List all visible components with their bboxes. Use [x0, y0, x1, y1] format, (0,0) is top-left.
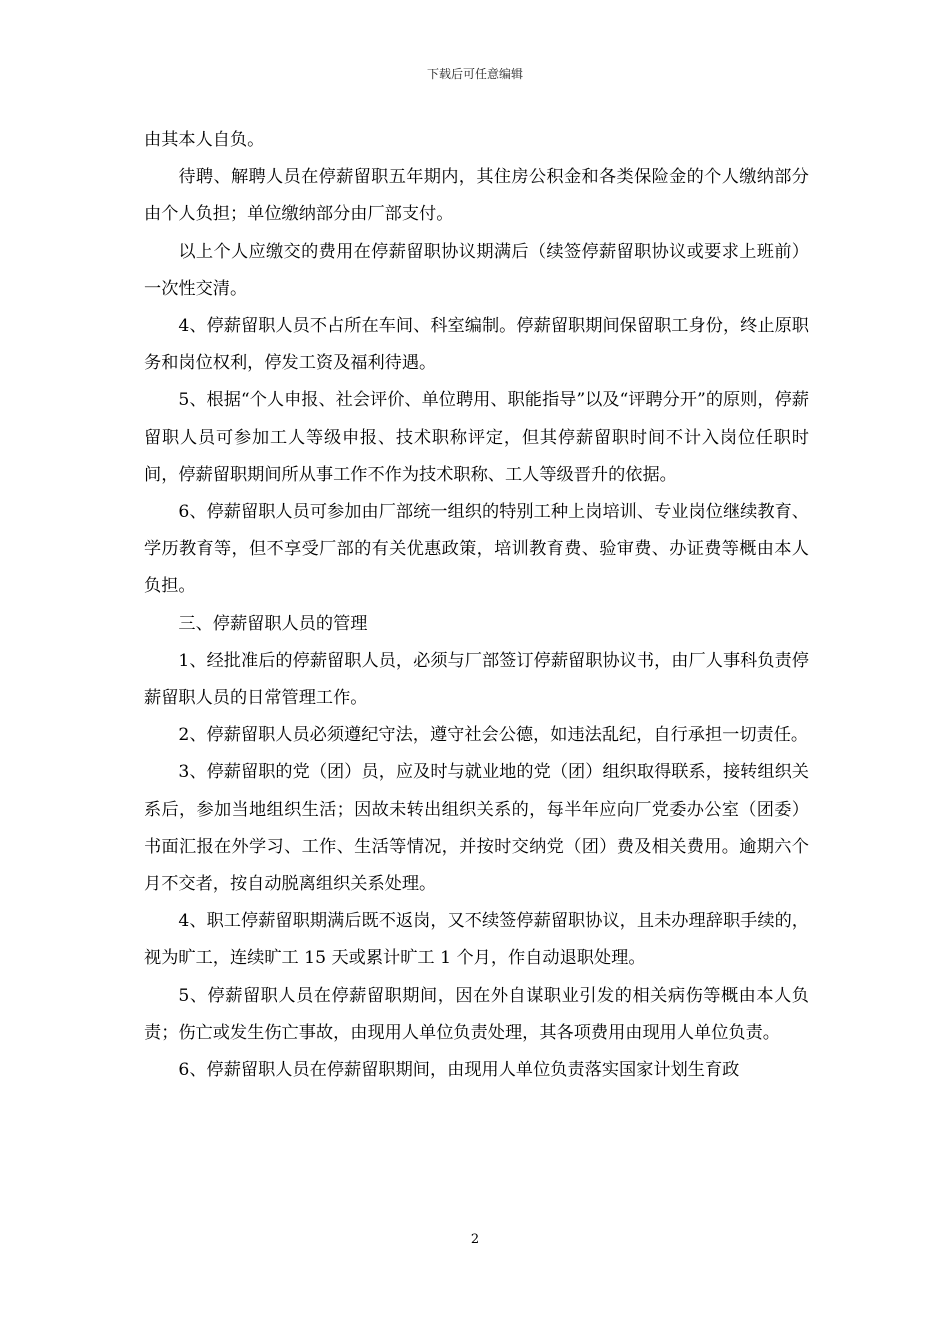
paragraph-9: 3、停薪留职的党（团）员，应及时与就业地的党（团）组织取得联系，接转组织关系后，参加当地组织生活；因故未转出组织关系的，每半年应向厂党委办公室（团委）书面汇报在外学习、工作、生活等情况，并按时交纳党（团）费及相关费用。逾期六个月不交者，按自动脱离组织关系处理。: [144, 762, 809, 895]
paragraph-10: 4、职工停薪留职期满后既不返岗，又不续签停薪留职协议，且未办理辞职手续的，视为旷工，连续旷工 15 天或累计旷工 1 个月，作自动退职处理。: [144, 911, 809, 969]
paragraph-4: 4、停薪留职人员不占所在车间、科室编制。停薪留职期间保留职工身份，终止原职务和岗位权利，停发工资及福利待遇。: [144, 316, 809, 374]
paragraph-5: 5、根据“个人申报、社会评价、单位聘用、职能指导”以及“评聘分开”的原则，停薪留职人员可参加工人等级申报、技术职称评定，但其停薪留职时间不计入岗位任职时间，停薪留职期间所从事工作不作为技术职称、工人等级晋升的依据。: [144, 390, 809, 485]
page-header: 下载后可任意编辑: [426, 67, 523, 81]
paragraph-6: 6、停薪留职人员可参加由厂部统一组织的特别工种上岗培训、专业岗位继续教育、学历教育等，但不享受厂部的有关优惠政策，培训教育费、验审费、办证费等概由本人负担。: [144, 502, 809, 597]
document-body: [144, 122, 809, 1089]
paragraph-3: 以上个人应缴交的费用在停薪留职协议期满后（续签停薪留职协议或要求上班前）一次性交清。: [144, 241, 809, 299]
paragraph-12: 6、停薪留职人员在停薪留职期间，由现用人单位负责落实国家计划生育政: [178, 1060, 740, 1081]
paragraph-2: 待聘、解聘人员在停薪留职五年期内，其住房公积金和各类保险金的个人缴纳部分由个人负担；单位缴纳部分由厂部支付。: [144, 167, 809, 225]
page-number: 2: [470, 1232, 480, 1247]
paragraph-7: 1、经批准后的停薪留职人员，必须与厂部签订停薪留职协议书，由厂人事科负责停薪留职人员的日常管理工作。: [144, 650, 809, 709]
paragraph-8: 2、停薪留职人员必须遵纪守法，遵守社会公德，如违法乱纪，自行承担一切责任。: [178, 725, 809, 746]
paragraph-11: 5、停薪留职人员在停薪留职期间，因在外自谋职业引发的相关病伤等概由本人负责；伤亡或发生伤亡事故，由现用人单位负责处理，其各项费用由现用人单位负责。: [144, 985, 809, 1043]
section-heading: 三、停薪留职人员的管理: [178, 613, 368, 634]
paragraph-1: 由其本人自负。: [144, 130, 265, 150]
